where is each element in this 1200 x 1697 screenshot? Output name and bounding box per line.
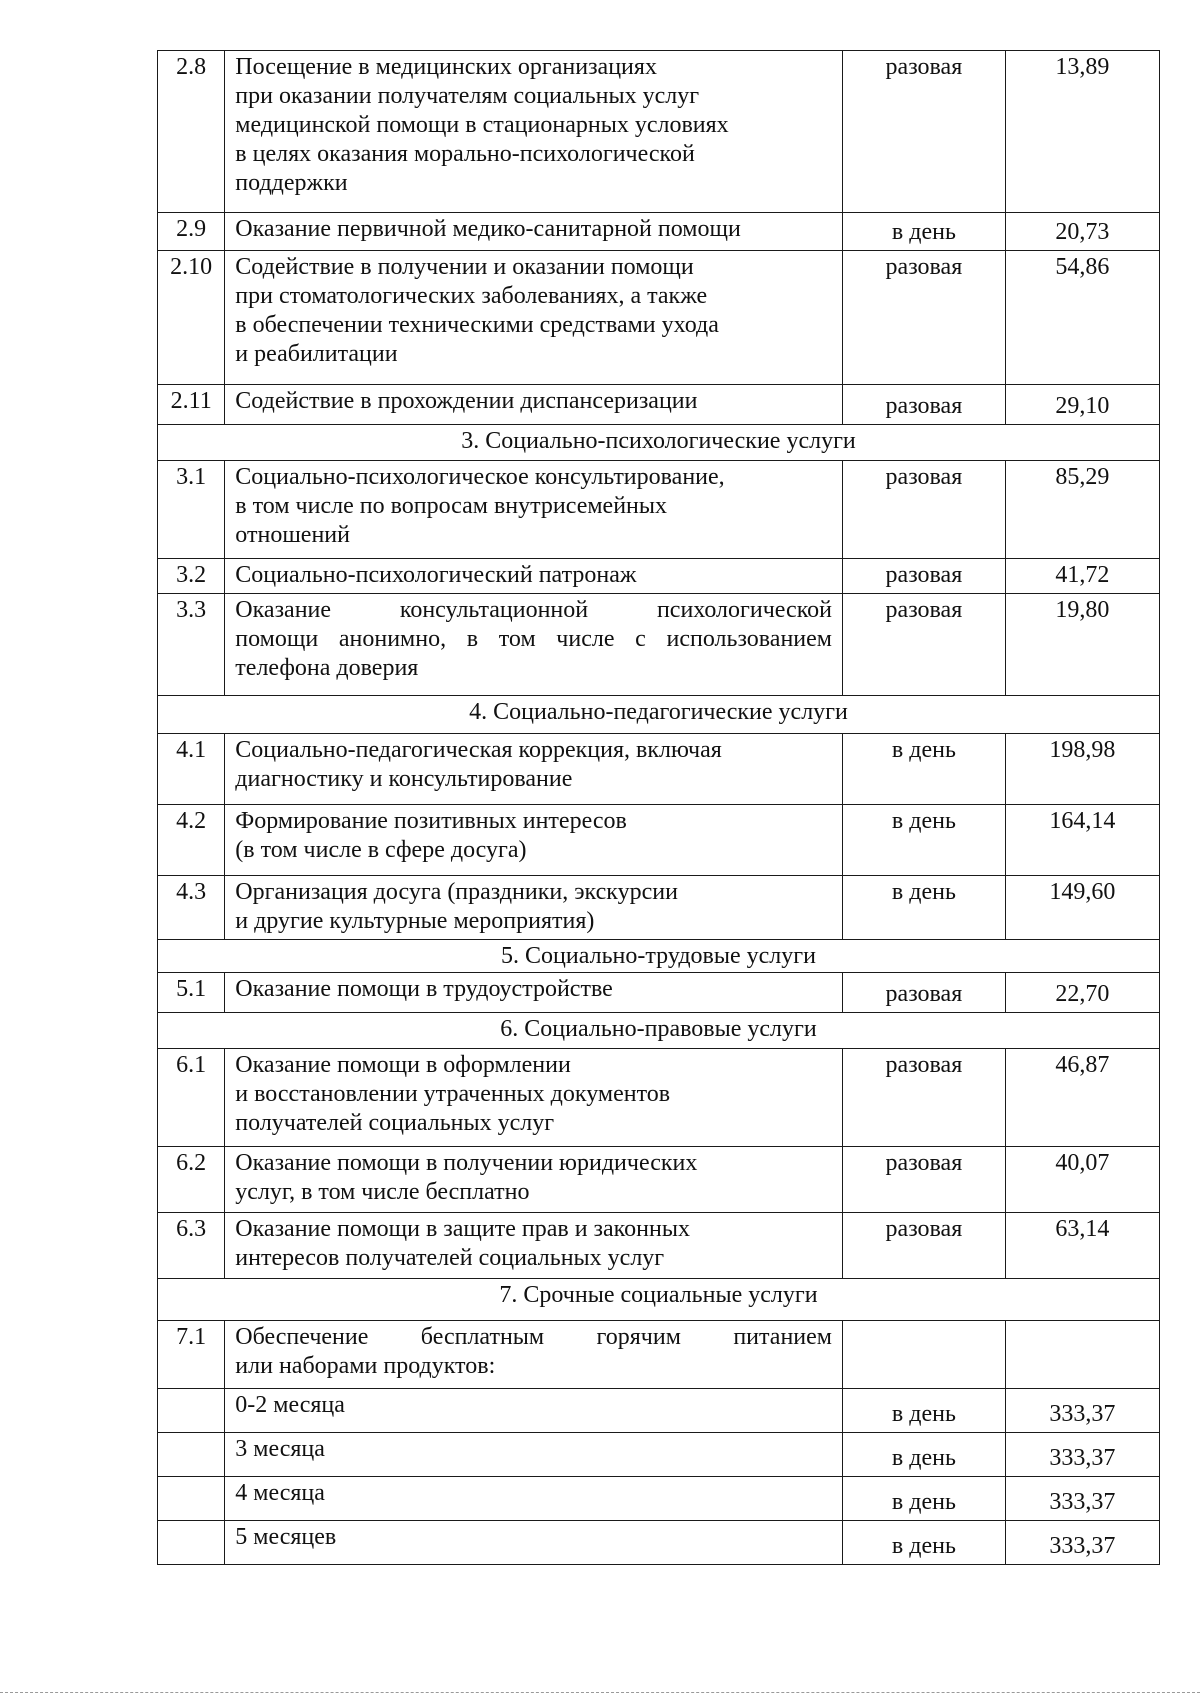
row-number — [158, 1521, 225, 1565]
service-price: 333,37 — [1005, 1477, 1159, 1521]
service-unit: разовая — [842, 973, 1005, 1013]
table-row — [158, 1433, 1160, 1477]
service-name-line: 5 месяцев — [235, 1524, 337, 1550]
row-number — [158, 1389, 225, 1433]
page-bottom-edge — [0, 1692, 1200, 1693]
service-name-line: Оказание консультационной психологической — [235, 597, 832, 623]
table-row — [158, 51, 1160, 213]
service-name — [225, 1213, 843, 1279]
service-unit: в день — [842, 805, 1005, 876]
service-name-line: 0-2 месяца — [235, 1392, 345, 1418]
service-price: 63,14 — [1005, 1213, 1159, 1279]
service-name-line: Содействие в получении и оказании помощи — [235, 254, 694, 280]
section-header-row — [158, 696, 1160, 734]
service-unit — [842, 1321, 1005, 1389]
row-number: 2.9 — [158, 213, 225, 251]
service-unit: в день — [842, 1521, 1005, 1565]
service-price: 29,10 — [1005, 385, 1159, 425]
section-title: 5. Социально-трудовые услуги — [158, 940, 1160, 973]
service-name-line: медицинской помощи в стационарных условиях — [235, 112, 729, 138]
service-name-line: Обеспечение бесплатным горячим питанием — [235, 1324, 832, 1350]
row-number: 6.1 — [158, 1049, 225, 1147]
service-name-line: (в том числе в сфере досуга) — [235, 837, 527, 863]
service-name-line: услуг, в том числе бесплатно — [235, 1179, 530, 1205]
row-number: 3.1 — [158, 461, 225, 559]
table-row — [158, 734, 1160, 805]
service-name-line: и другие культурные мероприятия) — [235, 908, 595, 934]
table-row — [158, 213, 1160, 251]
row-number: 6.3 — [158, 1213, 225, 1279]
row-number: 4.2 — [158, 805, 225, 876]
service-name-line: отношений — [235, 522, 350, 548]
service-unit: в день — [842, 1477, 1005, 1521]
table-row — [158, 876, 1160, 940]
service-name-line: телефона доверия — [235, 655, 419, 681]
service-name-line: в целях оказания морально-психологической — [235, 141, 695, 167]
row-number: 4.1 — [158, 734, 225, 805]
service-price: 46,87 — [1005, 1049, 1159, 1147]
service-name-line: в том числе по вопросам внутрисемейных — [235, 493, 668, 519]
service-name-line: и реабилитации — [235, 341, 398, 367]
service-price: 54,86 — [1005, 251, 1159, 385]
service-name-line: Оказание помощи в получении юридических — [235, 1150, 698, 1176]
service-price: 333,37 — [1005, 1389, 1159, 1433]
table-row — [158, 385, 1160, 425]
section-header-row — [158, 1279, 1160, 1321]
service-price: 19,80 — [1005, 594, 1159, 696]
service-name-line: Социально-психологический патронаж — [235, 562, 637, 588]
service-name — [225, 734, 843, 805]
service-name — [225, 1389, 843, 1433]
service-name-line: Оказание помощи в оформлении — [235, 1052, 571, 1078]
service-name-line: Формирование позитивных интересов — [235, 808, 627, 834]
table-body — [158, 51, 1160, 1565]
table-row — [158, 1521, 1160, 1565]
row-number — [158, 1477, 225, 1521]
row-number: 2.10 — [158, 251, 225, 385]
service-unit: разовая — [842, 594, 1005, 696]
service-name — [225, 1147, 843, 1213]
service-price: 20,73 — [1005, 213, 1159, 251]
service-name-line: получателей социальных услуг — [235, 1110, 555, 1136]
row-number: 2.11 — [158, 385, 225, 425]
service-name — [225, 973, 843, 1013]
service-price: 198,98 — [1005, 734, 1159, 805]
service-unit: разовая — [842, 1147, 1005, 1213]
service-unit: разовая — [842, 251, 1005, 385]
section-title: 4. Социально-педагогические услуги — [158, 696, 1160, 734]
service-price: 333,37 — [1005, 1521, 1159, 1565]
table-row — [158, 594, 1160, 696]
service-name — [225, 251, 843, 385]
service-name-line: и восстановлении утраченных документов — [235, 1081, 671, 1107]
service-name-line: интересов получателей социальных услуг — [235, 1245, 665, 1271]
table-row — [158, 1213, 1160, 1279]
service-unit: разовая — [842, 559, 1005, 594]
row-number: 3.3 — [158, 594, 225, 696]
service-name-line: при оказании получателям социальных услуг — [235, 83, 700, 109]
row-number: 7.1 — [158, 1321, 225, 1389]
service-price: 164,14 — [1005, 805, 1159, 876]
table-row — [158, 251, 1160, 385]
service-name — [225, 1049, 843, 1147]
service-name — [225, 51, 843, 213]
service-name-line: при стоматологических заболеваниях, а также — [235, 283, 708, 309]
services-tariff-table — [157, 50, 1160, 1565]
service-name-line: 3 месяца — [235, 1436, 325, 1462]
service-name — [225, 1433, 843, 1477]
section-header-row — [158, 1013, 1160, 1049]
service-unit: в день — [842, 734, 1005, 805]
row-number: 5.1 — [158, 973, 225, 1013]
service-name — [225, 594, 843, 696]
section-header-row — [158, 425, 1160, 461]
service-name-line: в обеспечении техническими средствами ухода — [235, 312, 719, 338]
service-unit: в день — [842, 213, 1005, 251]
table-row — [158, 1147, 1160, 1213]
service-name-line: 4 месяца — [235, 1480, 325, 1506]
service-name — [225, 1477, 843, 1521]
service-name-line: Оказание помощи в трудоустройстве — [235, 976, 613, 1002]
service-price: 41,72 — [1005, 559, 1159, 594]
service-unit: в день — [842, 876, 1005, 940]
row-number: 6.2 — [158, 1147, 225, 1213]
service-price: 149,60 — [1005, 876, 1159, 940]
service-name-line: Социально-педагогическая коррекция, включая — [235, 737, 722, 763]
service-name — [225, 385, 843, 425]
table-row — [158, 559, 1160, 594]
table-row — [158, 1477, 1160, 1521]
service-name — [225, 1521, 843, 1565]
service-unit: разовая — [842, 51, 1005, 213]
service-price: 22,70 — [1005, 973, 1159, 1013]
section-title: 6. Социально-правовые услуги — [158, 1013, 1160, 1049]
table-row — [158, 973, 1160, 1013]
section-title: 7. Срочные социальные услуги — [158, 1279, 1160, 1321]
service-price — [1005, 1321, 1159, 1389]
service-name-line: помощи анонимно, в том числе с использованием — [235, 626, 832, 652]
service-name — [225, 1321, 843, 1389]
table-row — [158, 461, 1160, 559]
service-name-line: диагностику и консультирование — [235, 766, 573, 792]
service-unit: разовая — [842, 1049, 1005, 1147]
service-unit: разовая — [842, 385, 1005, 425]
service-name-line: Организация досуга (праздники, экскурсии — [235, 879, 678, 905]
service-name — [225, 559, 843, 594]
service-name-line: Оказание первичной медико-санитарной помощи — [235, 216, 741, 242]
service-name-line: Содействие в прохождении диспансеризации — [235, 388, 698, 414]
service-name — [225, 876, 843, 940]
service-price: 40,07 — [1005, 1147, 1159, 1213]
service-name — [225, 805, 843, 876]
row-number: 3.2 — [158, 559, 225, 594]
service-name-line: Посещение в медицинских организациях — [235, 54, 657, 80]
service-unit: в день — [842, 1389, 1005, 1433]
service-name — [225, 213, 843, 251]
row-number: 2.8 — [158, 51, 225, 213]
row-number: 4.3 — [158, 876, 225, 940]
service-unit: в день — [842, 1433, 1005, 1477]
service-name-line: Оказание помощи в защите прав и законных — [235, 1216, 690, 1242]
table-row — [158, 805, 1160, 876]
service-unit: разовая — [842, 1213, 1005, 1279]
table-row — [158, 1049, 1160, 1147]
service-name — [225, 461, 843, 559]
section-header-row — [158, 940, 1160, 973]
service-name-line: или наборами продуктов: — [235, 1353, 496, 1379]
row-number — [158, 1433, 225, 1477]
service-unit: разовая — [842, 461, 1005, 559]
service-price: 333,37 — [1005, 1433, 1159, 1477]
service-name-line: поддержки — [235, 170, 348, 196]
service-price: 85,29 — [1005, 461, 1159, 559]
service-name-line: Социально-психологическое консультирование, — [235, 464, 725, 490]
service-price: 13,89 — [1005, 51, 1159, 213]
table-row — [158, 1321, 1160, 1389]
table-row — [158, 1389, 1160, 1433]
section-title: 3. Социально-психологические услуги — [158, 425, 1160, 461]
